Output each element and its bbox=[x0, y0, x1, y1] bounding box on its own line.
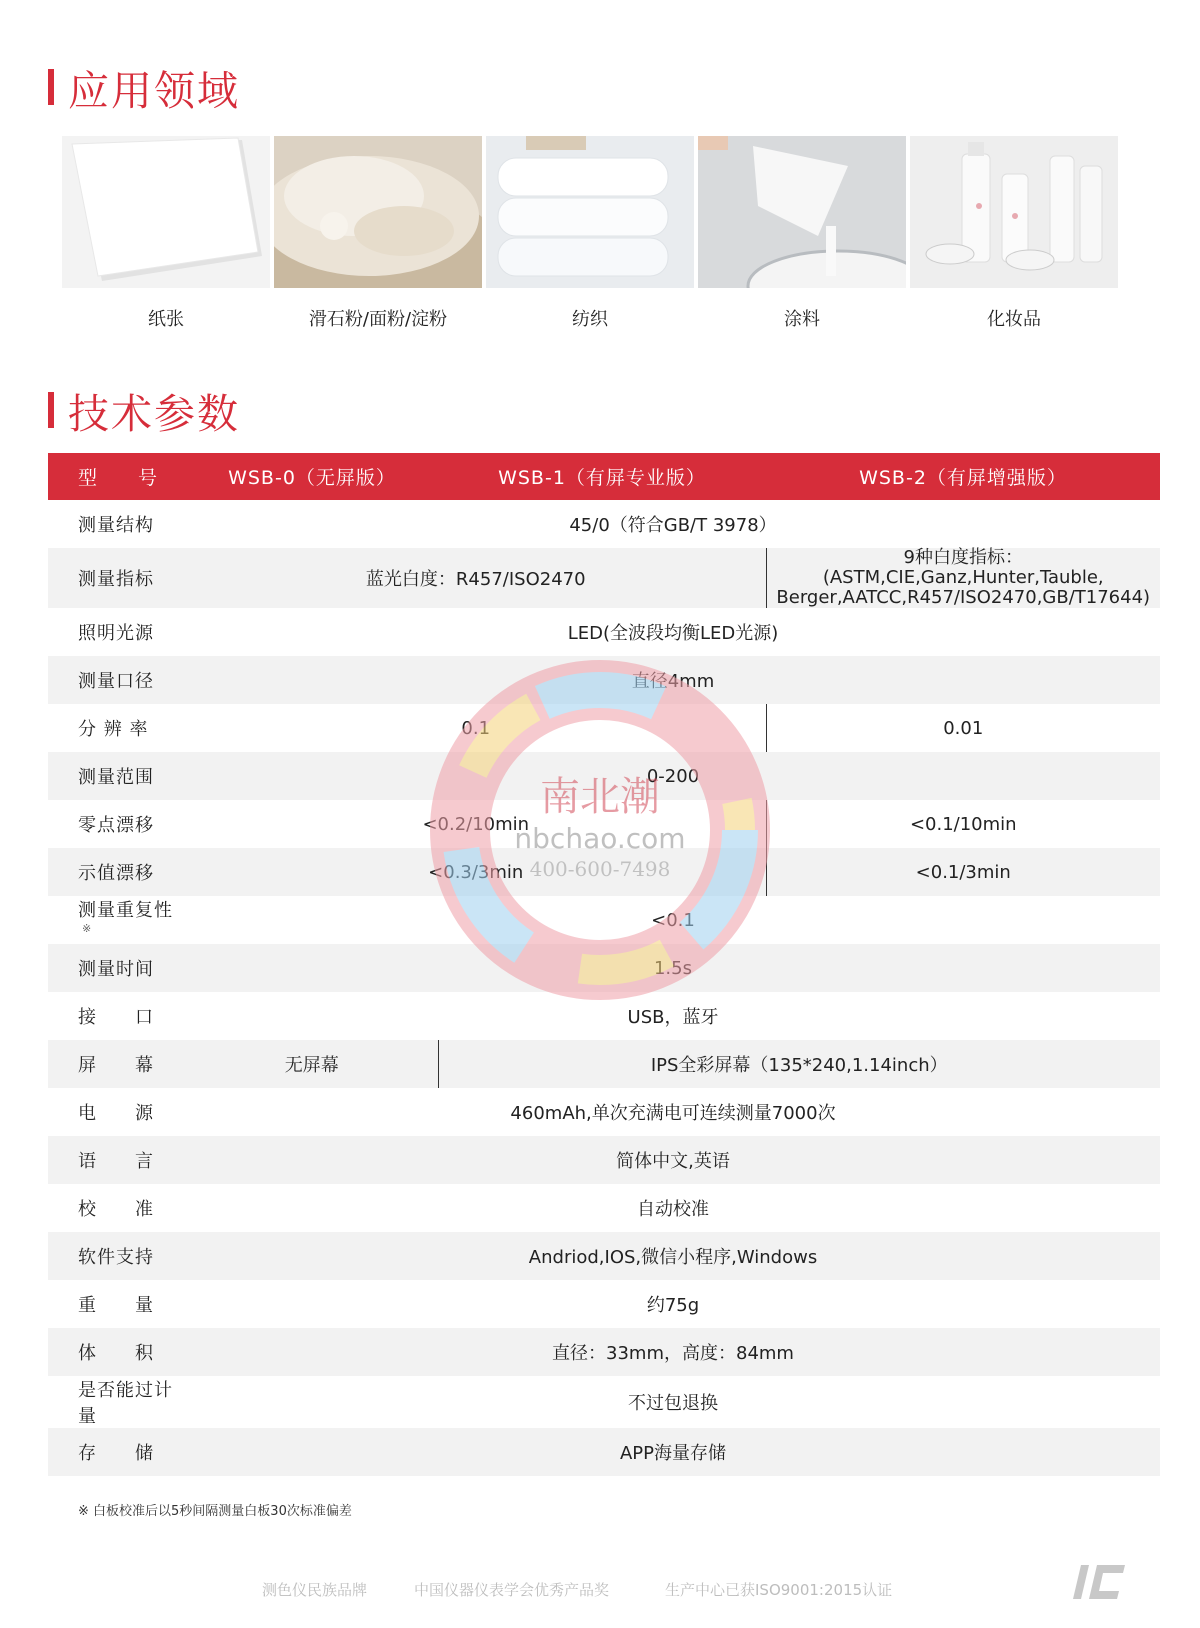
row-label bbox=[48, 896, 186, 944]
row-value-enhanced: <0.1/10min bbox=[766, 800, 1160, 848]
row-label: 体 积 bbox=[48, 1328, 186, 1376]
cosmetics-image bbox=[910, 136, 1118, 288]
application-cosmetics bbox=[910, 136, 1118, 331]
row-label: 语 言 bbox=[48, 1136, 186, 1184]
row-value-no-screen: 无屏幕 bbox=[186, 1040, 438, 1088]
row-label: 分 辨 率 bbox=[78, 719, 149, 740]
footer-item: 测色仪民族品牌 bbox=[262, 1581, 368, 1599]
index-line-1: 9种白度指标：(ASTM,CIE,Ganz,Hunter,Tauble, bbox=[822, 547, 1104, 588]
row-value-basic: <0.2/10min bbox=[422, 813, 530, 835]
header-wsb-0: WSB-0（无屏版） bbox=[186, 453, 438, 500]
header-wsb-1: WSB-1（有屏专业版） bbox=[438, 453, 766, 500]
application-caption: 纺织 bbox=[572, 309, 608, 330]
brand-logo-icon bbox=[1073, 1565, 1125, 1599]
row-value: APP海量存储 bbox=[186, 1428, 1160, 1476]
table-row bbox=[48, 944, 1160, 992]
row-label: 重 量 bbox=[78, 1295, 154, 1316]
powder-image bbox=[274, 136, 482, 288]
watermark-phone: 400-600-7498 bbox=[529, 857, 671, 881]
applications-section-title bbox=[48, 62, 240, 115]
table-row bbox=[48, 1088, 1160, 1136]
row-label: 是否能过计量 bbox=[78, 1380, 173, 1427]
application-textile bbox=[486, 136, 694, 331]
row-value: 直径：33mm，高度：84mm bbox=[186, 1328, 1160, 1376]
row-value: 460mAh,单次充满电可连续测量7000次 bbox=[510, 1103, 836, 1124]
application-paper bbox=[62, 136, 270, 331]
footer-item: 生产中心已获ISO9001:2015认证 bbox=[665, 1581, 893, 1599]
table-row bbox=[48, 656, 1160, 704]
row-value: 简体中文,英语 bbox=[186, 1136, 1160, 1184]
row-value: 约75g bbox=[646, 1295, 700, 1316]
row-label: 测量范围 bbox=[48, 752, 186, 800]
towel-image bbox=[486, 136, 694, 288]
specs-title-text: 技术参数 bbox=[68, 389, 240, 438]
row-value: <0.1 bbox=[651, 909, 695, 931]
application-caption: 化妆品 bbox=[987, 309, 1041, 330]
table-row bbox=[48, 1376, 1160, 1428]
row-label: 软件支持 bbox=[48, 1232, 186, 1280]
specs-table bbox=[48, 453, 1160, 1476]
row-value-basic: 蓝光白度：R457/ISO2470 bbox=[186, 548, 766, 608]
title-accent-bar bbox=[48, 392, 54, 428]
row-label: 零点漂移 bbox=[78, 815, 154, 836]
footer bbox=[0, 1575, 1200, 1605]
watermark-site: nbchao.com bbox=[514, 822, 686, 855]
row-label: 照明光源 bbox=[78, 623, 154, 644]
header-model-label: 型 号 bbox=[48, 453, 186, 500]
table-row bbox=[48, 1280, 1160, 1328]
application-powder bbox=[274, 136, 482, 331]
table-row bbox=[48, 1428, 1160, 1476]
row-value: 自动校准 bbox=[637, 1199, 709, 1220]
row-value-enhanced: <0.1/3min bbox=[766, 848, 1160, 896]
row-value-enhanced: 0.01 bbox=[766, 704, 1160, 752]
table-row bbox=[48, 500, 1160, 548]
paint-image bbox=[698, 136, 906, 288]
row-value: USB，蓝牙 bbox=[627, 1007, 719, 1028]
application-caption: 纸张 bbox=[148, 309, 184, 330]
application-caption: 涂料 bbox=[784, 309, 820, 330]
row-value: Andriod,IOS,微信小程序,Windows bbox=[186, 1232, 1160, 1280]
watermark-brand: 南北潮 bbox=[540, 774, 660, 820]
row-label: 示值漂移 bbox=[48, 848, 186, 896]
application-caption: 滑石粉/面粉/淀粉 bbox=[308, 309, 448, 330]
title-accent-bar bbox=[48, 69, 54, 105]
table-row bbox=[48, 752, 1160, 800]
row-value: 45/0（符合GB/T 3978） bbox=[569, 515, 777, 536]
applications-title-text: 应用领域 bbox=[68, 66, 240, 115]
row-value: LED(全波段均衡LED光源) bbox=[567, 623, 779, 644]
row-value-basic: 0.1 bbox=[461, 717, 491, 739]
table-row bbox=[48, 1040, 1160, 1088]
row-value: 直径4mm bbox=[186, 656, 1160, 704]
table-row bbox=[48, 848, 1160, 896]
table-row bbox=[48, 608, 1160, 656]
table-row bbox=[48, 800, 1160, 848]
row-label: 存 储 bbox=[48, 1428, 186, 1476]
row-value-enhanced bbox=[766, 548, 1160, 608]
repeatability-label: 测量重复性 bbox=[78, 900, 173, 921]
row-value: 1.5s bbox=[186, 944, 1160, 992]
row-label: 测量结构 bbox=[78, 515, 154, 536]
table-row bbox=[48, 1136, 1160, 1184]
table-header-row bbox=[48, 453, 1160, 500]
footnote-mark: ※ bbox=[82, 922, 93, 935]
application-paint bbox=[698, 136, 906, 331]
row-value: 不过包退换 bbox=[628, 1393, 718, 1414]
row-label: 测量时间 bbox=[48, 944, 186, 992]
applications-gallery bbox=[62, 136, 1152, 336]
row-value-screen: IPS全彩屏幕（135*240,1.14inch） bbox=[438, 1040, 1160, 1088]
footer-item: 中国仪器仪表学会优秀产品奖 bbox=[414, 1581, 610, 1599]
row-label: 接 口 bbox=[78, 1007, 154, 1028]
footnote: ※ 白板校准后以5秒间隔测量白板30次标准偏差 bbox=[78, 1504, 352, 1519]
row-label: 屏 幕 bbox=[48, 1040, 186, 1088]
header-wsb-2: WSB-2（有屏增强版） bbox=[766, 453, 1160, 500]
paper-image bbox=[62, 136, 270, 288]
table-row bbox=[48, 1328, 1160, 1376]
row-label: 测量指标 bbox=[48, 548, 186, 608]
table-row bbox=[48, 704, 1160, 752]
table-row bbox=[48, 896, 1160, 944]
row-label: 校 准 bbox=[78, 1199, 154, 1220]
row-value: 0-200 bbox=[186, 752, 1160, 800]
row-value-basic: <0.3/3min bbox=[186, 848, 766, 896]
specs-section-title bbox=[48, 385, 240, 438]
index-line-2: Berger,AATCC,R457/ISO2470,GB/T17644) bbox=[776, 587, 1151, 608]
table-row bbox=[48, 548, 1160, 608]
table-row bbox=[48, 1232, 1160, 1280]
table-row bbox=[48, 992, 1160, 1040]
row-label: 测量口径 bbox=[48, 656, 186, 704]
table-row bbox=[48, 1184, 1160, 1232]
row-label: 电 源 bbox=[78, 1103, 154, 1124]
